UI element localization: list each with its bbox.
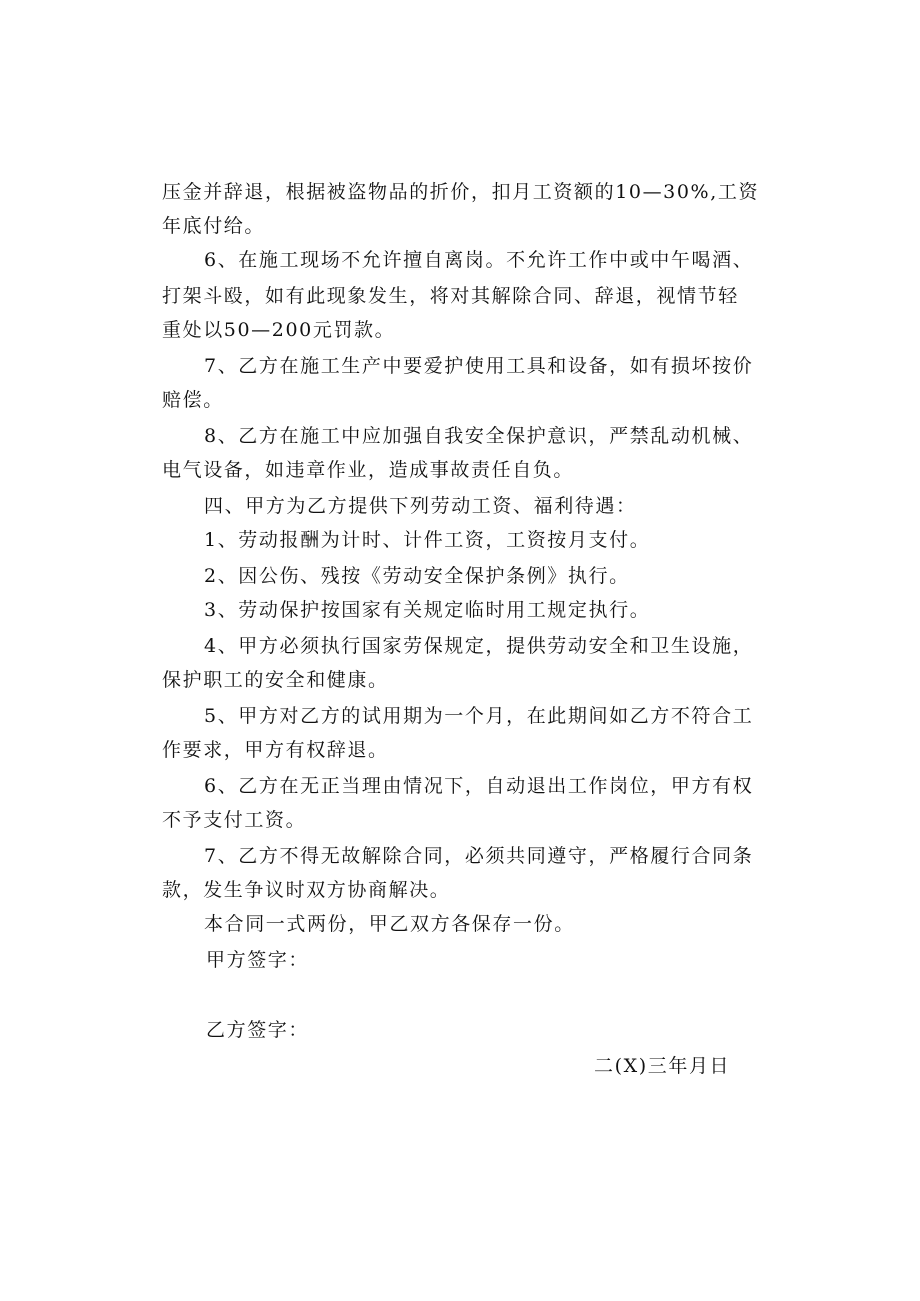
party-a-signature-label: 甲方签字：: [206, 949, 310, 971]
section-4-item-2: 2、因公伤、残按《劳动安全保护条例》执行。: [204, 565, 630, 587]
section-4-item-6-line-1: 6、乙方在无正当理由情况下，自动退出工作岗位，甲方有权: [204, 775, 754, 797]
body-line-2: 年底付给。: [162, 215, 266, 237]
clause-7-line-2: 赔偿。: [162, 389, 224, 411]
date-line: 二(X)三年月日: [594, 1055, 731, 1077]
section-4-item-7-line-1: 7、乙方不得无故解除合同，必须共同遵守，严格履行合同条: [204, 845, 754, 867]
body-line-1: 压金并辞退，根据被盗物品的折价，扣月工资额的10—30%,工资: [162, 181, 760, 203]
clause-8-line-1: 8、乙方在施工中应加强自我安全保护意识，严禁乱动机械、: [204, 425, 754, 447]
clause-8-line-2: 电气设备，如违章作业，造成事故责任自负。: [162, 459, 575, 481]
section-4-item-5-line-2: 作要求，甲方有权辞退。: [162, 739, 389, 761]
section-4-item-5-line-1: 5、甲方对乙方的试用期为一个月，在此期间如乙方不符合工: [204, 705, 754, 727]
clause-6-line-2: 打架斗殴，如有此现象发生，将对其解除合同、辞退，视情节轻: [162, 285, 739, 307]
section-4-item-4-line-2: 保护职工的安全和健康。: [162, 669, 389, 691]
section-4-item-3: 3、劳动保护按国家有关规定临时用工规定执行。: [204, 599, 651, 621]
party-b-signature-label: 乙方签字：: [206, 1019, 310, 1041]
clause-6-line-3: 重处以50—200元罚款。: [162, 319, 396, 341]
clause-7-line-1: 7、乙方在施工生产中要爱护使用工具和设备，如有损坏按价: [204, 355, 754, 377]
copies-statement: 本合同一式两份，甲乙双方各保存一份。: [204, 913, 575, 935]
clause-6-line-1: 6、在施工现场不允许擅自离岗。不允许工作中或中午喝酒、: [204, 249, 754, 271]
section-4-item-6-line-2: 不予支付工资。: [162, 809, 307, 831]
section-4-item-4-line-1: 4、甲方必须执行国家劳保规定，提供劳动安全和卫生设施，: [204, 635, 754, 657]
section-4-item-1: 1、劳动报酬为计时、计件工资，工资按月支付。: [204, 529, 651, 551]
section-4-heading: 四、甲方为乙方提供下列劳动工资、福利待遇：: [204, 495, 637, 517]
section-4-item-7-line-2: 款，发生争议时双方协商解决。: [162, 879, 451, 901]
